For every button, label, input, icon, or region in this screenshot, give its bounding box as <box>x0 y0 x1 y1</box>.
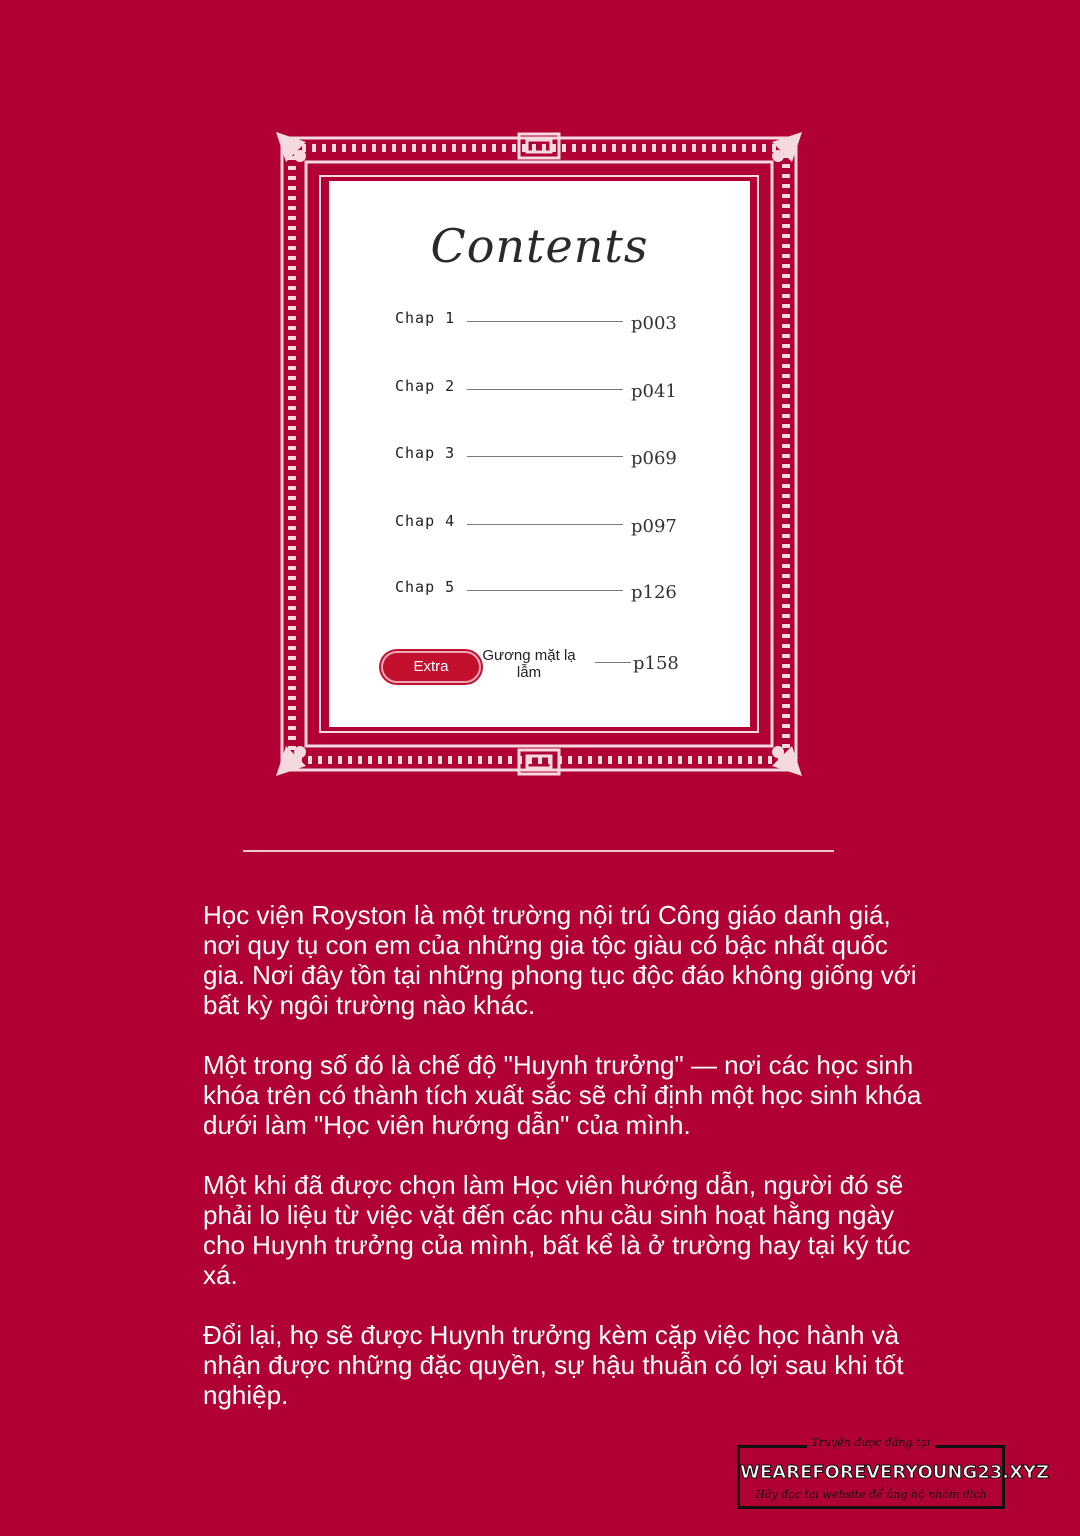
toc-extra-entry[interactable] <box>381 647 685 691</box>
synopsis-paragraph: Một khi đã được chọn làm Học viên hướng dẫn, người đó sẽ phải lo liệu từ việc vặt đến các nhu cầu sinh hoạt hằng ngày cho Huynh trưởng của mình, bất kể là ở trường hay tại ký túc xá. <box>203 1170 911 1290</box>
contents-title: Contents <box>430 219 649 273</box>
toc-entry[interactable] <box>395 578 685 602</box>
toc-leader-line <box>467 321 623 322</box>
toc-chapter-label: Chap 3 <box>395 444 456 462</box>
toc-page-number: p041 <box>631 381 677 402</box>
watermark-subtitle: Hãy đọc tại website để ủng hộ nhóm dịch <box>755 1488 987 1501</box>
watermark-site: WEAREFOREVERYOUNG23.XYZ <box>740 1462 1050 1483</box>
toc-leader-line <box>467 389 623 390</box>
contents-page <box>329 181 750 727</box>
watermark-box <box>737 1436 1050 1509</box>
toc-page-number: p097 <box>631 516 677 537</box>
toc-entry[interactable] <box>395 309 685 333</box>
toc-chapter-label: Chap 4 <box>395 512 456 530</box>
toc-entry[interactable] <box>395 512 685 536</box>
synopsis-text <box>203 900 923 1440</box>
synopsis-paragraph: Học viện Royston là một trường nội trú Công giáo danh giá, nơi quy tụ con em của những gia tộc giàu có bậc nhất quốc gia. Nơi đây tồn tại những phong tục độc đáo không giống với bất kỳ ngôi trường nào khác. <box>203 900 917 1020</box>
toc-page-number: p003 <box>631 313 677 334</box>
extra-badge: Extra <box>381 651 481 683</box>
watermark-caption: Truyện được đăng tại <box>807 1436 934 1449</box>
section-divider <box>243 850 834 852</box>
toc-entry[interactable] <box>395 444 685 468</box>
toc-leader-line <box>467 456 623 457</box>
toc-page-number: p158 <box>633 653 679 674</box>
extra-title: Gương mặt lạ lẫm <box>482 647 576 681</box>
toc-chapter-label: Chap 2 <box>395 377 456 395</box>
toc-leader-line <box>595 662 631 663</box>
toc-leader-line <box>467 590 623 591</box>
toc-chapter-label: Chap 1 <box>395 309 456 327</box>
toc-page-number: p126 <box>631 582 677 603</box>
synopsis-paragraph: Đổi lại, họ sẽ được Huynh trưởng kèm cặp việc học hành và nhận được những đặc quyền, sự hậu thuẫn có lợi sau khi tốt nghiệp. <box>203 1320 904 1410</box>
toc-leader-line <box>467 524 623 525</box>
synopsis-paragraph: Một trong số đó là chế độ "Huynh trưởng" — nơi các học sinh khóa trên có thành tích xuất sắc sẽ chỉ định một học sinh khóa dưới làm "Học viên hướng dẫn" của mình. <box>203 1050 922 1140</box>
toc-page-number: p069 <box>631 448 677 469</box>
toc-chapter-label: Chap 5 <box>395 578 456 596</box>
toc-entry[interactable] <box>395 377 685 401</box>
